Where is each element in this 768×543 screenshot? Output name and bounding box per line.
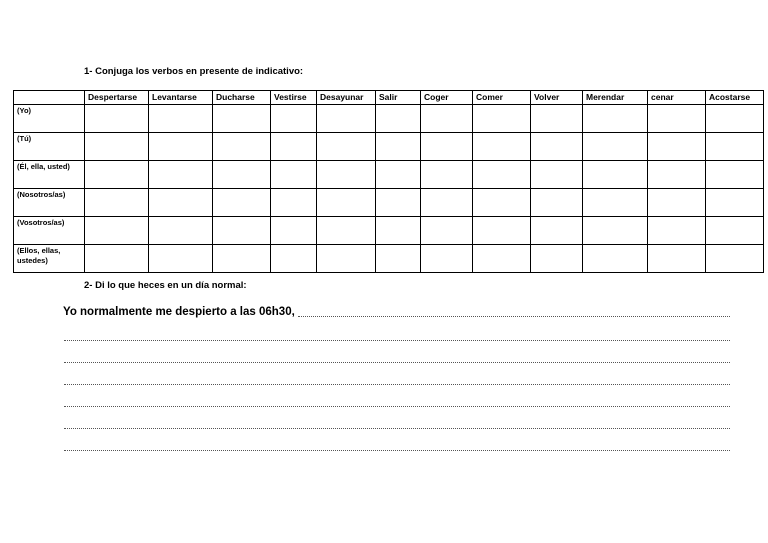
answer-cell[interactable] xyxy=(531,133,583,161)
answer-cell[interactable] xyxy=(149,133,213,161)
answer-cell[interactable] xyxy=(213,105,271,133)
answer-cell[interactable] xyxy=(648,105,706,133)
answer-line[interactable] xyxy=(64,407,730,429)
answer-cell[interactable] xyxy=(421,133,473,161)
pronoun-row xyxy=(14,105,764,133)
answer-cell[interactable] xyxy=(376,189,421,217)
answer-cell[interactable] xyxy=(473,105,531,133)
verb-header: Ducharse xyxy=(213,91,271,105)
answer-cell[interactable] xyxy=(583,189,648,217)
corner-cell xyxy=(14,91,85,105)
answer-cell[interactable] xyxy=(583,105,648,133)
answer-cell[interactable] xyxy=(648,133,706,161)
pronoun-row xyxy=(14,245,764,273)
answer-cell[interactable] xyxy=(473,245,531,273)
answer-cell[interactable] xyxy=(317,245,376,273)
verb-header: Despertarse xyxy=(85,91,149,105)
answer-cell[interactable] xyxy=(213,217,271,245)
verb-header: Desayunar xyxy=(317,91,376,105)
answer-cell[interactable] xyxy=(271,189,317,217)
answer-cell[interactable] xyxy=(85,133,149,161)
answer-cell[interactable] xyxy=(473,217,531,245)
answer-cell[interactable] xyxy=(149,161,213,189)
answer-cell[interactable] xyxy=(706,133,764,161)
answer-cell[interactable] xyxy=(421,217,473,245)
answer-cell[interactable] xyxy=(376,245,421,273)
answer-cell[interactable] xyxy=(149,105,213,133)
answer-cell[interactable] xyxy=(706,161,764,189)
answer-cell[interactable] xyxy=(648,245,706,273)
answer-cell[interactable] xyxy=(376,133,421,161)
pronoun-label: (Nosotros/as) xyxy=(14,189,85,217)
pronoun-label: (Él, ella, usted) xyxy=(14,161,85,189)
answer-cell[interactable] xyxy=(706,245,764,273)
answer-cell[interactable] xyxy=(648,217,706,245)
answer-cell[interactable] xyxy=(473,161,531,189)
answer-line[interactable] xyxy=(64,429,730,451)
writing-area xyxy=(63,305,730,451)
answer-cell[interactable] xyxy=(421,105,473,133)
answer-cell[interactable] xyxy=(531,217,583,245)
answer-cell[interactable] xyxy=(531,161,583,189)
answer-cell[interactable] xyxy=(531,105,583,133)
answer-cell[interactable] xyxy=(583,161,648,189)
answer-cell[interactable] xyxy=(85,189,149,217)
answer-line[interactable] xyxy=(64,385,730,407)
pronoun-label: (Ellos, ellas, ustedes) xyxy=(14,245,85,273)
answer-cell[interactable] xyxy=(271,217,317,245)
answer-cell[interactable] xyxy=(271,161,317,189)
answer-cell[interactable] xyxy=(317,161,376,189)
answer-cell[interactable] xyxy=(706,217,764,245)
answer-cell[interactable] xyxy=(421,245,473,273)
answer-cell[interactable] xyxy=(376,161,421,189)
verb-header: Volver xyxy=(531,91,583,105)
verb-header: Salir xyxy=(376,91,421,105)
answer-cell[interactable] xyxy=(213,161,271,189)
answer-cell[interactable] xyxy=(85,217,149,245)
answer-line[interactable] xyxy=(298,316,730,317)
answer-cell[interactable] xyxy=(421,189,473,217)
answer-cell[interactable] xyxy=(317,105,376,133)
answer-cell[interactable] xyxy=(317,189,376,217)
verb-header: cenar xyxy=(648,91,706,105)
pronoun-label: (Tú) xyxy=(14,133,85,161)
answer-cell[interactable] xyxy=(149,189,213,217)
pronoun-row xyxy=(14,217,764,245)
answer-cell[interactable] xyxy=(706,189,764,217)
verb-header: Levantarse xyxy=(149,91,213,105)
answer-line[interactable] xyxy=(64,363,730,385)
answer-cell[interactable] xyxy=(376,217,421,245)
answer-cell[interactable] xyxy=(317,217,376,245)
answer-cell[interactable] xyxy=(376,105,421,133)
first-writing-line xyxy=(63,305,730,319)
exercise-2-heading: 2- Di lo que heces en un día normal: xyxy=(84,280,247,291)
answer-cell[interactable] xyxy=(271,133,317,161)
answer-cell[interactable] xyxy=(583,217,648,245)
verb-header: Merendar xyxy=(583,91,648,105)
answer-cell[interactable] xyxy=(473,133,531,161)
answer-cell[interactable] xyxy=(583,245,648,273)
pronoun-row xyxy=(14,133,764,161)
verb-header: Acostarse xyxy=(706,91,764,105)
answer-cell[interactable] xyxy=(149,245,213,273)
header-row xyxy=(14,91,764,105)
answer-cell[interactable] xyxy=(706,105,764,133)
pronoun-label: (Yo) xyxy=(14,105,85,133)
answer-cell[interactable] xyxy=(473,189,531,217)
pronoun-label: (Vosotros/as) xyxy=(14,217,85,245)
answer-cell[interactable] xyxy=(648,161,706,189)
pronoun-row xyxy=(14,189,764,217)
conjugation-table xyxy=(13,90,764,273)
verb-header: Vestirse xyxy=(271,91,317,105)
pronoun-row xyxy=(14,161,764,189)
answer-cell[interactable] xyxy=(85,245,149,273)
answer-cell[interactable] xyxy=(271,245,317,273)
answer-cell[interactable] xyxy=(531,245,583,273)
answer-cell[interactable] xyxy=(213,189,271,217)
verb-header: Comer xyxy=(473,91,531,105)
answer-cell[interactable] xyxy=(85,105,149,133)
answer-cell[interactable] xyxy=(213,245,271,273)
answer-cell[interactable] xyxy=(583,133,648,161)
writing-prompt: Yo normalmente me despierto a las 06h30, xyxy=(63,306,295,318)
answer-line[interactable] xyxy=(64,341,730,363)
answer-cell[interactable] xyxy=(149,217,213,245)
answer-cell[interactable] xyxy=(271,105,317,133)
answer-cell[interactable] xyxy=(648,189,706,217)
answer-cell[interactable] xyxy=(531,189,583,217)
answer-cell[interactable] xyxy=(213,133,271,161)
exercise-1-heading: 1- Conjuga los verbos en presente de indicativo: xyxy=(84,66,304,77)
verb-header: Coger xyxy=(421,91,473,105)
answer-cell[interactable] xyxy=(317,133,376,161)
answer-cell[interactable] xyxy=(421,161,473,189)
answer-cell[interactable] xyxy=(85,161,149,189)
answer-line[interactable] xyxy=(64,319,730,341)
